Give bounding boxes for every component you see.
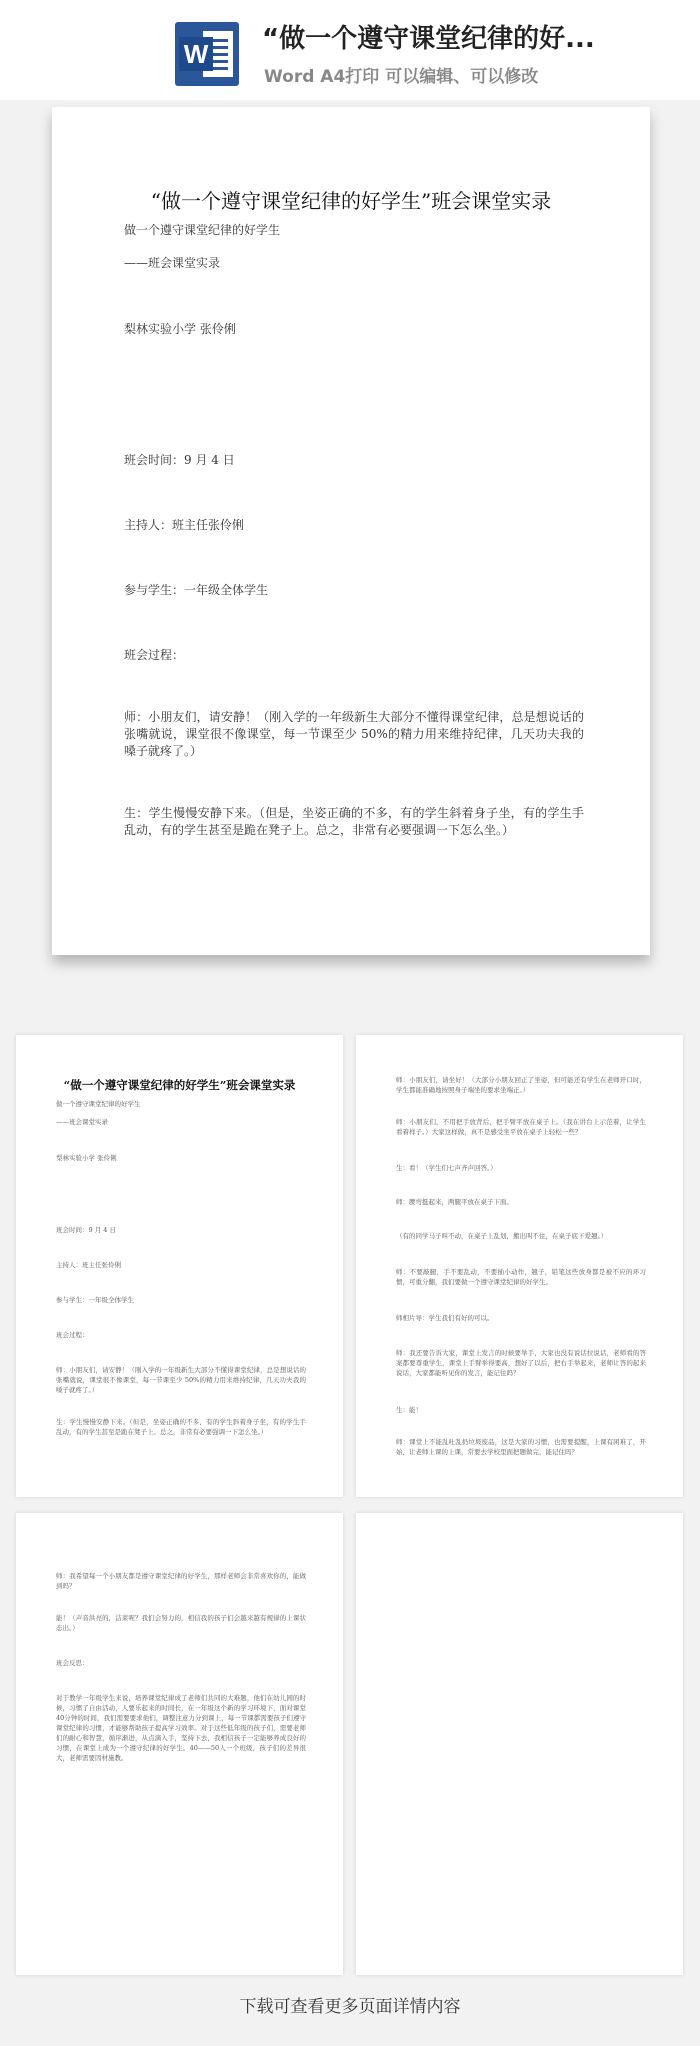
doc-paragraph: 师：小朋友们，请安静！（刚入学的一年级新生大部分不懂得课堂纪律，总是想说话的张嘴就说，课堂很不像课堂，每一节课至少 50%的精力用来维持纪律，几天功夫我的嗓子就疼了。） (124, 710, 584, 758)
thumbnail-page-1[interactable] (16, 1035, 343, 1497)
doc-paragraph: 生：学生慢慢安静下来。（但是，坐姿正确的不多，有的学生斜着身子坐，有的学生手乱动，有的学生甚至是跪在凳子上。总之，非常有必要强调一下怎么坐。） (124, 806, 584, 837)
thumbnail-line: 参与学生：一年级全体学生 (56, 1296, 134, 1304)
page-preview-1[interactable] (52, 107, 650, 955)
thumbnail-line: 班会时间：9 月 4 日 (56, 1226, 116, 1234)
thumbnail-line: 梨林实验小学 张伶俐 (56, 1154, 117, 1162)
doc-line: 梨林实验小学 张伶俐 (124, 322, 236, 336)
document-title: “做一个遵守课堂纪律的好... (262, 24, 595, 54)
thumbnail-paragraph: 师：不要敲腿，手不要乱动，不要插小动作，翘子，铅笔这些放身都是被不应的环习惯，可重分翻，我们要做一个遵守课堂纪律的好学生。 (396, 1268, 646, 1286)
thumbnail-line: ——班会课堂实录 (56, 1118, 108, 1126)
thumbnail-paragraph: 师：我还要告诉大家，课堂上发言的时候要举手，大家也没有说话拉说话，老师看的答案都要尊重学生，课堂上手臂举得要高，想好了以后，把右手举起来，老师让答的起来说话，大家都能听见你的发言，能记住吗？ (396, 1349, 646, 1377)
thumbnail-paragraph: 师：小朋友们，请安静！（刚入学的一年级新生大部分不懂得课堂纪律，总是想说话的张嘴就说，课堂很不像课堂，每一节课至少 50%的精力用来维持纪律，几天功夫我的嗓子就疼了。） (56, 1366, 306, 1394)
word-icon (175, 22, 239, 86)
thumbnail-paragraph: 生：看！（学生们七声齐声回答。） (396, 1164, 497, 1172)
doc-line: 班会过程： (124, 648, 185, 662)
thumbnail-page-3[interactable] (16, 1513, 343, 1975)
thumbnail-paragraph: 师：腰弯挺起来，两腿平放在桌子下面。 (396, 1198, 513, 1206)
thumbnail-paragraph: 师：我希望每一个小朋友都是遵守课堂纪律的好学生，那样老师会非常喜欢你的，能做到吗？ (56, 1572, 306, 1590)
thumbnail-paragraph: 对于教学一年级学生来说，培养课堂纪律成了老师们共同的大难题，他们在幼儿园的时候，习惯了自由活动，人要乐起来的时间长，在一年级这个新的学习环境下，面对课堂40分钟的时间，我们需要要求他们，调整注意力分到课上，每一节课都需要孩子们遵守课堂纪律的习惯，才能够帮助孩子提高学习效率。对于这些低年级的孩子们，需要老师们的耐心和智慧，循序渐进，从点滴入手，坚持下去，我相信孩子一定能够养成良好的习惯，在课堂上成为一个遵守纪律的好学生。40——50人一个班级，孩子们的差异很大，老师需要因材施教。 (56, 1694, 306, 1762)
thumbnail-line: 班会反思： (56, 1659, 89, 1667)
thumbnail-page-4[interactable] (356, 1513, 683, 1975)
thumbnail-paragraph: 生：学生慢慢安静下来。（但是，坐姿正确的不多，有的学生斜着身子坐，有的学生手乱动，有的学生甚至是跪在凳子上。总之，非常有必要强调一下怎么坐。） (56, 1418, 306, 1436)
thumbnail-page-2[interactable] (356, 1035, 683, 1497)
doc-line: ——班会课堂实录 (124, 256, 221, 270)
thumbnail-paragraph: 师：小朋友们，不用把手放背后，把手臂平放在桌子上。（我在讲台上示范着，让学生看着样子。）大家这样做，真不是感受坐平放在桌子上轻松一些？ (396, 1118, 646, 1136)
doc-line: 做一个遵守课堂纪律的好学生 (124, 223, 281, 237)
thumbnail-paragraph: 师：小朋友们，请坐好！（大部分小朋友回正了坐姿，但可能还有学生在老师开口时，学生都能准确地按照身子端坐的要求坐端正。） (396, 1076, 646, 1094)
thumbnail-line: 做一个遵守课堂纪律的好学生 (56, 1100, 141, 1108)
thumbnail-title: “做一个遵守课堂纪律的好学生”班会课堂实录 (63, 1078, 296, 1092)
doc-line: 主持人：班主任张伶俐 (124, 518, 245, 532)
thumbnail-line: 主持人：班主任张伶俐 (56, 1261, 121, 1269)
header (0, 0, 700, 100)
thumbnail-paragraph: 师：课堂上不能乱吐乱扔垃圾废品，这是大家的习惯，也需要提醒，上课有困难了，开始，让老师上课的上课，常要去学校里面把题做完，能记住吗？ (396, 1438, 646, 1456)
doc-line: 参与学生：一年级全体学生 (124, 583, 269, 597)
thumbnail-paragraph: 能！（声音洪亮的，洁莱呢？我们会努力的，相信我的孩子们会越来越有规律的上课状态出。） (56, 1614, 306, 1632)
page-title: “做一个遵守课堂纪律的好学生”班会课堂实录 (150, 189, 552, 213)
thumbnail-paragraph: （有的同学马子叫不动，在桌子上乱划，搬出叫不住，在桌子底下爱翘。） (396, 1232, 608, 1240)
word-logo-letter: W (179, 37, 213, 71)
thumbnail-paragraph: 生：能！ (396, 1406, 422, 1414)
thumbnail-paragraph: 师相片导：学生我们有好的可以。 (396, 1314, 494, 1322)
download-more-link[interactable]: 下载可查看更多页面详情内容 (239, 1997, 461, 2017)
document-subtitle: Word A4打印 可以编辑、可以修改 (264, 67, 539, 87)
doc-line: 班会时间：9 月 4 日 (124, 453, 235, 467)
thumbnail-line: 班会过程： (56, 1331, 89, 1339)
